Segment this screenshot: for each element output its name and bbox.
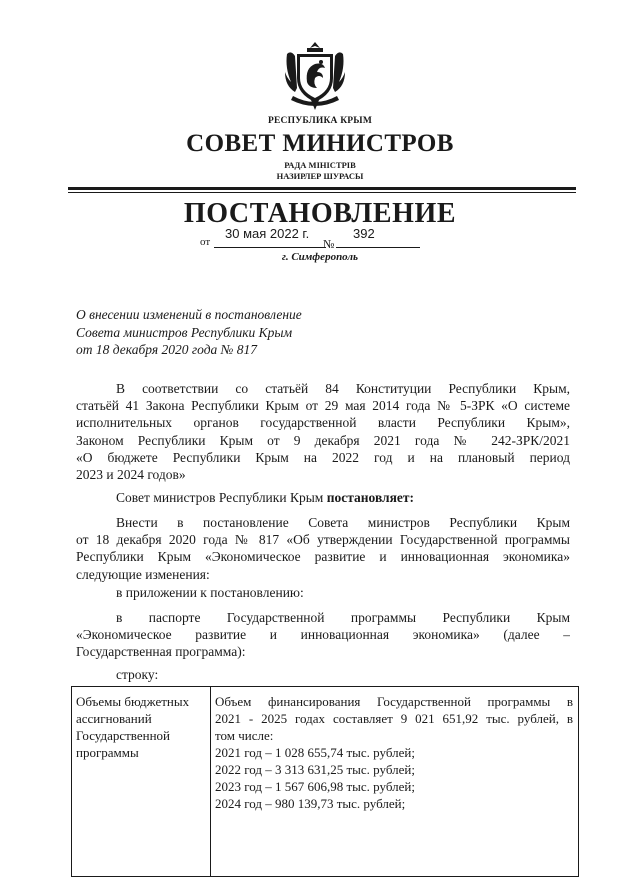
table-cell-line: 2021 - 2025 годах составляет 9 021 651,92 тыс. рублей, в	[215, 711, 573, 726]
resolution-text: Совет министров Республики Крым	[116, 490, 327, 505]
decree-date: 30 мая 2022 г.	[225, 226, 310, 241]
paragraph-line: Республики Крым «Экономическое развитие и инновационная экономика»	[76, 549, 570, 565]
subject-line: от 18 декабря 2020 года № 817	[76, 342, 257, 357]
paragraph-line: «О бюджете Республики Крым на 2022 год и на плановый период	[76, 449, 570, 465]
paragraph-line: следующие изменения:	[76, 566, 210, 582]
preamble-paragraph	[76, 380, 570, 483]
decree-subject	[76, 306, 396, 359]
header-divider-thin	[68, 192, 576, 193]
paragraph-line: 2023 и 2024 годов»	[76, 466, 186, 482]
table-cell-line: том числе:	[215, 728, 274, 743]
paragraph-line: Внести в постановление Совета министров Республики Крым	[116, 515, 570, 530]
subject-line: Совета министров Республики Крым	[76, 324, 293, 340]
city-name: г. Симферополь	[281, 251, 359, 263]
financing-table	[71, 686, 579, 877]
table-cell-line: 2021 год – 1 028 655,74 тыс. рублей;	[215, 745, 415, 760]
number-underline	[336, 247, 420, 248]
table-cell-line: 2022 год – 3 313 631,25 тыс. рублей;	[215, 762, 415, 777]
date-underline	[214, 247, 326, 248]
resolution-paragraph	[76, 489, 570, 506]
table-cell-line: программы	[76, 745, 139, 760]
paragraph-line: Государственная программа):	[76, 644, 246, 660]
table-cell-line: 2024 год – 980 139,73 тыс. рублей;	[215, 796, 406, 811]
resolution-keyword: постановляет:	[326, 490, 415, 505]
annex-paragraph: в приложении к постановлению:	[116, 585, 304, 600]
amendment-paragraph	[76, 514, 570, 583]
council-name: СОВЕТ МИНИСТРОВ	[186, 130, 454, 157]
subject-line: О внесении изменений в постановление	[76, 307, 302, 322]
table-column-divider	[210, 687, 211, 876]
table-cell-line: Объемы бюджетных	[76, 694, 190, 709]
table-cell-line: Объем финансирования Государственной программы в	[215, 694, 573, 709]
table-row-value	[215, 693, 573, 812]
row-paragraph: строку:	[116, 667, 159, 682]
document-type-title: ПОСТАНОВЛЕНИЕ	[183, 198, 457, 229]
council-name-crimean-tatar: НАЗИРЛЕР ШУРАСЫ	[276, 171, 364, 181]
paragraph-line: Законом Республики Крым от 9 декабря 2021 года № 242-ЗРК/2021	[76, 432, 570, 448]
paragraph-line: В соответствии со статьёй 84 Конституции Республики Крым,	[116, 381, 570, 396]
table-cell-line: 2023 год – 1 567 606,98 тыс. рублей;	[215, 779, 415, 794]
council-name-ukrainian: РАДА МІНІСТРІВ	[284, 160, 356, 170]
crimea-coat-of-arms-icon	[283, 38, 347, 112]
table-row-header	[76, 693, 208, 761]
from-label: от	[200, 236, 211, 248]
table-cell-line: Государственной	[76, 728, 171, 743]
paragraph-line: в паспорте Государственной программы Республики Крым	[116, 610, 570, 625]
decree-number: 392	[353, 226, 375, 241]
paragraph-line: от 18 декабря 2020 года № 817 «Об утверждении Государственной программы	[76, 532, 570, 548]
republic-name: РЕСПУБЛИКА КРЫМ	[268, 116, 372, 126]
header-divider-thick	[68, 187, 576, 190]
table-cell-line: ассигнований	[76, 711, 152, 726]
paragraph-line: «Экономическое развитие и инновационная экономика» (далее –	[76, 627, 570, 643]
number-label: №	[323, 237, 335, 251]
passport-paragraph	[76, 609, 570, 661]
date-number-line	[200, 226, 422, 252]
paragraph-line: исполнительных органов государственной власти Республики Крым»,	[76, 415, 570, 431]
paragraph-line: статьёй 41 Закона Республики Крым от 29 мая 2014 года № 5-ЗРК «О системе	[76, 398, 570, 414]
